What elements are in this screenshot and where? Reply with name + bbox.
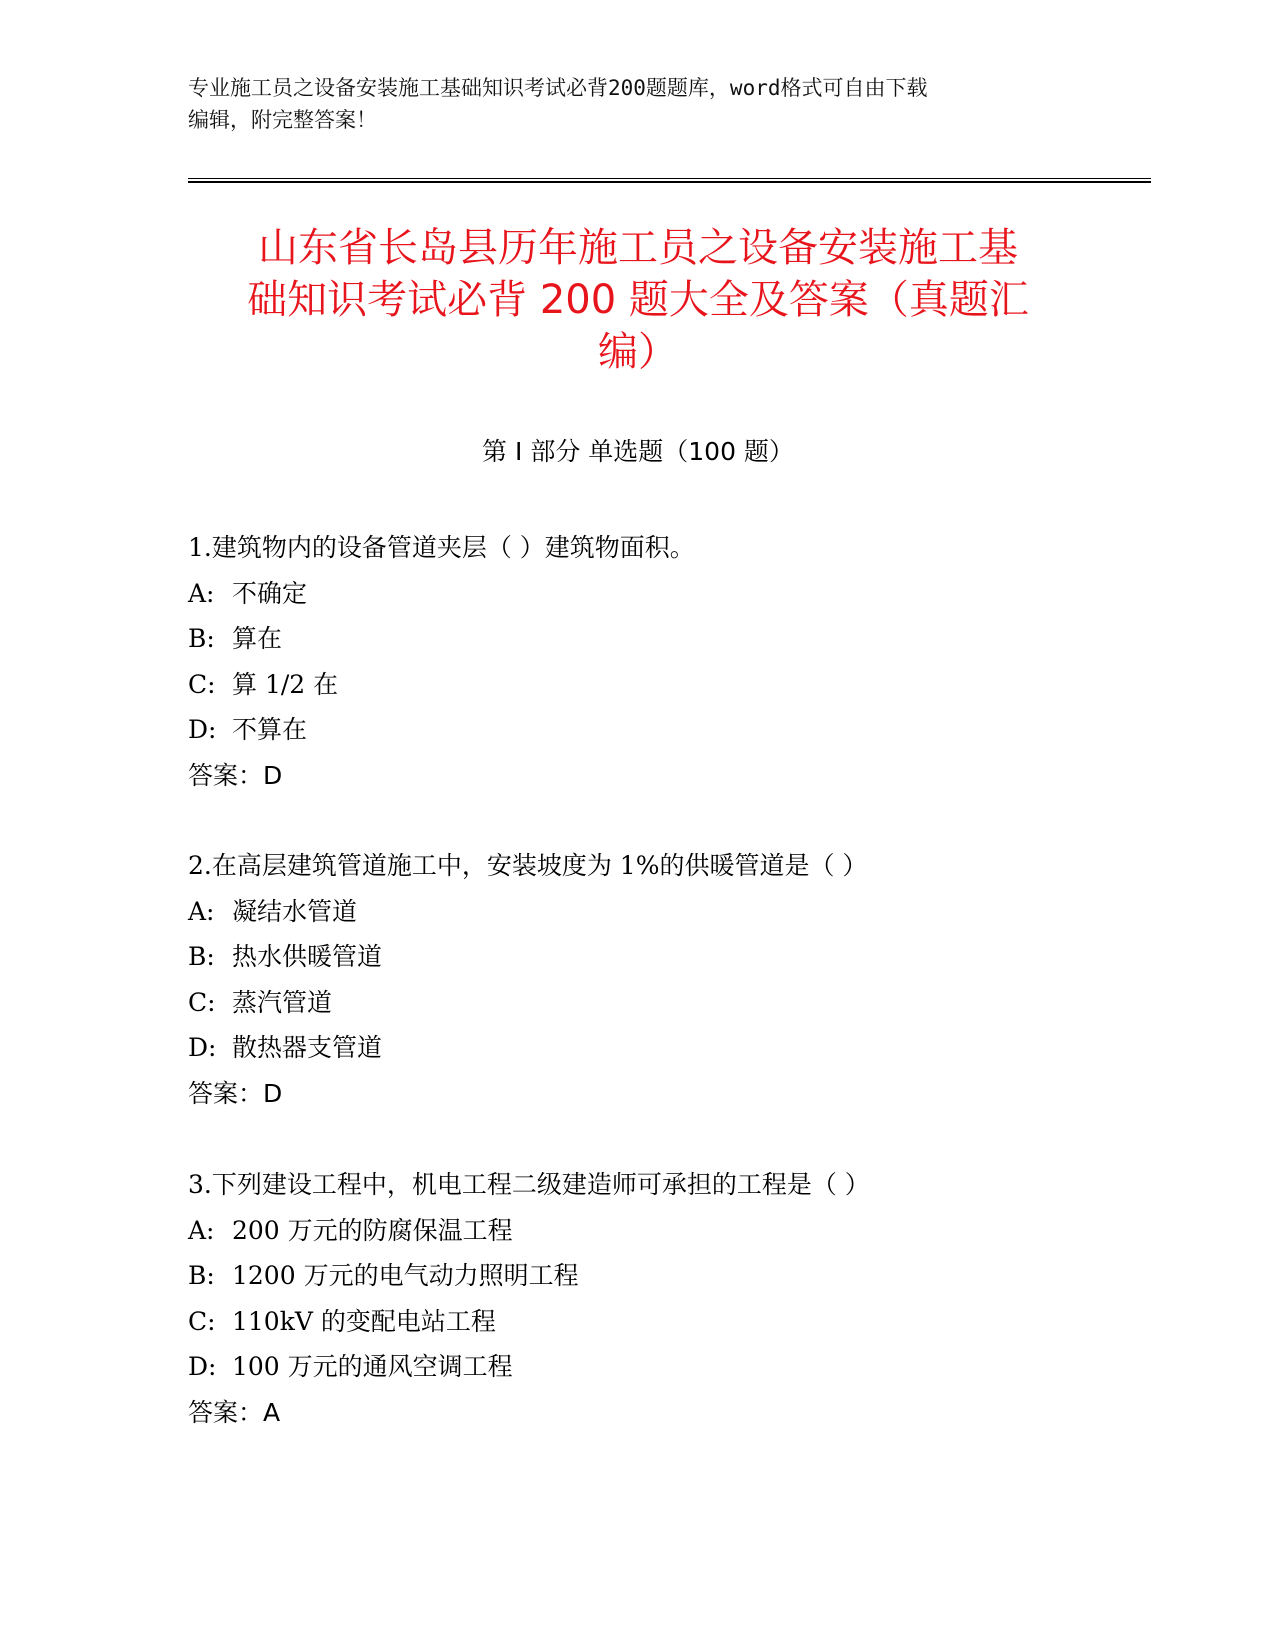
header-divider-thick (188, 181, 1151, 183)
option-text: 不确定 (232, 578, 308, 608)
option-c (188, 662, 1088, 708)
option-text: 热水供暖管道 (232, 942, 383, 971)
document-title-line-3: 编） (598, 329, 678, 375)
question-stem: 3.下列建设工程中，机电工程二级建造师可承担的工程是（ ） (188, 1170, 870, 1199)
option-a (188, 571, 1088, 617)
question-2 (188, 843, 1088, 1116)
option-label: B: (188, 624, 215, 653)
option-label: A: (188, 1215, 215, 1245)
question-3 (188, 1162, 1088, 1435)
option-text: 散热器支管道 (232, 1033, 383, 1062)
option-c (188, 980, 1088, 1026)
option-label: A: (188, 896, 215, 926)
option-label: D: (188, 715, 217, 744)
option-b (188, 934, 1088, 980)
header-note (188, 72, 1088, 136)
option-b (188, 1253, 1088, 1299)
option-label: D: (188, 1352, 217, 1381)
option-text: 算在 (232, 624, 283, 653)
option-text: 100 万元的通风空调工程 (232, 1352, 513, 1381)
question-stem: 2.在高层建筑管道施工中，安装坡度为 1%的供暖管道是（ ） (188, 851, 868, 880)
option-d (188, 707, 1088, 753)
option-label: C: (188, 987, 216, 1017)
question-1 (188, 525, 1088, 798)
option-text: 110kV 的变配电站工程 (232, 1306, 496, 1336)
option-label: C: (188, 1306, 216, 1336)
option-text: 蒸汽管道 (232, 987, 333, 1017)
option-label: C: (188, 669, 216, 699)
answer: 答案：D (188, 1078, 283, 1108)
option-label: B: (188, 942, 215, 971)
option-text: 1200 万元的电气动力照明工程 (232, 1261, 579, 1290)
section-title: 第 I 部分 单选题（100 题） (482, 437, 794, 466)
header-note-line-2: 编辑，附完整答案！ (188, 108, 377, 132)
option-a (188, 1208, 1088, 1254)
option-c (188, 1299, 1088, 1345)
header-divider-thin (188, 178, 1151, 179)
question-stem: 1.建筑物内的设备管道夹层（ ）建筑物面积。 (188, 533, 695, 562)
option-a (188, 889, 1088, 935)
answer: 答案：D (188, 760, 283, 790)
option-text: 算 1/2 在 (232, 669, 339, 699)
answer: 答案：A (188, 1397, 281, 1427)
document-title-line-1: 山东省长岛县历年施工员之设备安装施工基 (258, 225, 1018, 271)
option-label: A: (188, 578, 215, 608)
option-text: 凝结水管道 (232, 896, 358, 926)
document-title (188, 222, 1088, 378)
option-label: B: (188, 1261, 215, 1290)
header-note-line-1: 专业施工员之设备安装施工基础知识考试必背200题题库，word格式可自由下载 (188, 76, 928, 100)
option-d (188, 1344, 1088, 1390)
option-text: 不算在 (232, 715, 308, 744)
option-label: D: (188, 1033, 217, 1062)
option-d (188, 1025, 1088, 1071)
option-b (188, 616, 1088, 662)
option-text: 200 万元的防腐保温工程 (232, 1215, 513, 1245)
document-title-line-2: 础知识考试必背 200 题大全及答案（真题汇 (247, 277, 1029, 323)
